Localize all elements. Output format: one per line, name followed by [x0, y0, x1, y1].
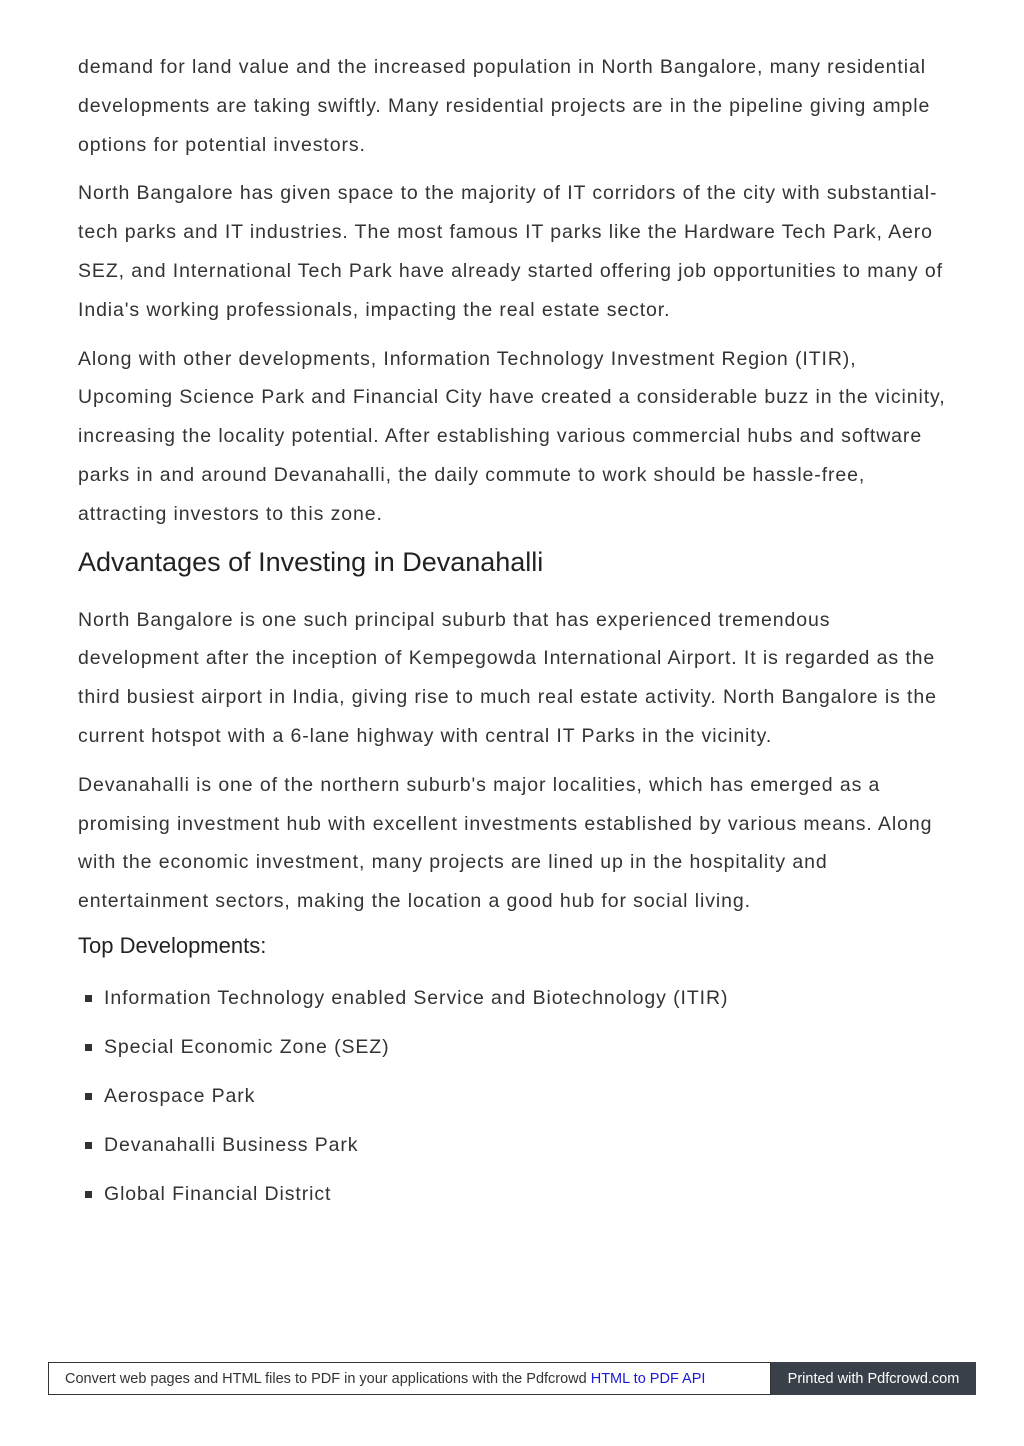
list-item-text: Global Financial District — [104, 1182, 332, 1205]
paragraph: Devanahalli is one of the northern suburb's major localities, which has emerged as a promising investment hub with excellent investments established by various means. Along with the economic investment, many projects are lined up in the hospitality and entertainment sectors, making the location a good hub for social living. — [78, 773, 933, 913]
paragraph: North Bangalore has given space to the majority of IT corridors of the city with substantial-tech parks and IT industries. The most famous IT parks like the Hardware Tech Park, Aero SEZ, and International Tech Park have already started offering job opportunities to many of India's working professionals, impacting the real estate sector. — [78, 182, 943, 321]
square-bullet-icon — [85, 1191, 92, 1198]
list-item-text: Aerospace Park — [104, 1084, 256, 1107]
section-heading: Advantages of Investing in Devanahalli — [78, 546, 544, 577]
subheading: Top Developments: — [78, 932, 267, 958]
list-item-text: Information Technology enabled Service and Biotechnology (ITIR) — [104, 986, 729, 1009]
square-bullet-icon — [85, 1044, 92, 1051]
list-item — [78, 979, 948, 1028]
list-item-text: Special Economic Zone (SEZ) — [104, 1035, 390, 1058]
paragraph: North Bangalore is one such principal suburb that has experienced tremendous development after the inception of Kempegowda International Airport. It is regarded as the third busiest airport in India, giving rise to much real estate activity. North Bangalore is the current hotspot with a 6-lane highway with central IT Parks in the vicinity. — [78, 608, 937, 747]
list-item — [78, 1126, 948, 1175]
list-item — [78, 1175, 948, 1224]
square-bullet-icon — [85, 995, 92, 1002]
paragraph: demand for land value and the increased population in North Bangalore, many residential developments are taking swiftly. Many residential projects are in the pipeline giving ample options for potential investors. — [78, 56, 931, 156]
article-content — [78, 48, 948, 1224]
square-bullet-icon — [85, 1093, 92, 1100]
developments-list — [78, 979, 948, 1224]
list-item — [78, 1028, 948, 1077]
list-item — [78, 1077, 948, 1126]
pdfcrowd-footer — [48, 1362, 976, 1395]
printed-with-badge[interactable]: Printed with Pdfcrowd.com — [771, 1362, 976, 1395]
footer-promo-text: Convert web pages and HTML files to PDF in your applications with the Pdfcrowd — [65, 1370, 587, 1387]
square-bullet-icon — [85, 1142, 92, 1149]
list-item-text: Devanahalli Business Park — [104, 1133, 359, 1156]
footer-promo — [48, 1362, 771, 1395]
html-to-pdf-api-link[interactable]: HTML to PDF API — [590, 1370, 706, 1387]
paragraph: Along with other developments, Information Technology Investment Region (ITIR), Upcoming Science Park and Financial City have created a considerable buzz in the vicinity, increasing the locality potential. After establishing various commercial hubs and software parks in and around Devanahalli, the daily commute to work should be hassle-free, attracting investors to this zone. — [78, 347, 946, 525]
